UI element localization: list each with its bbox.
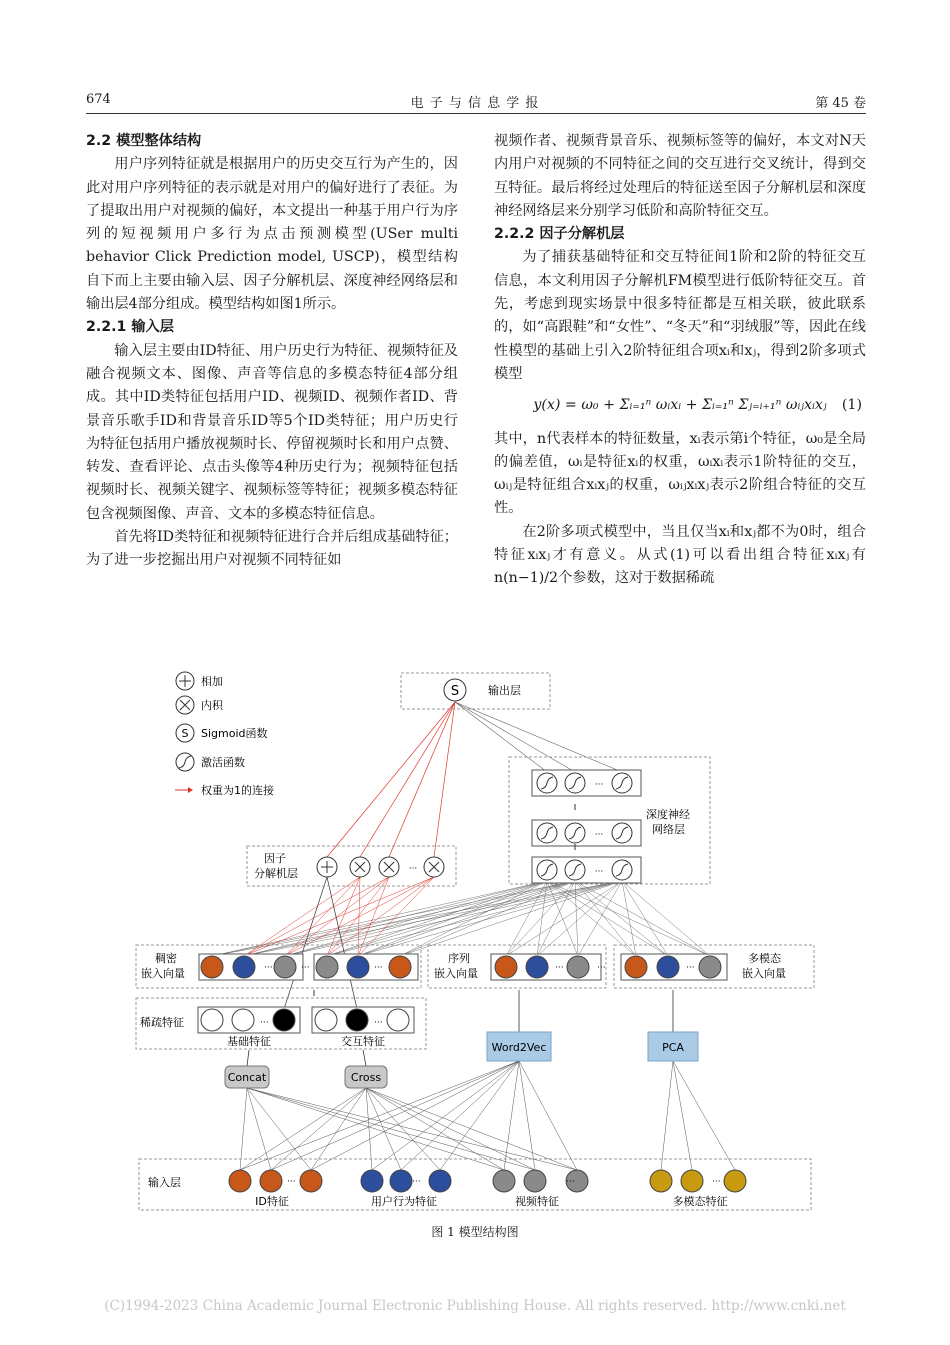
basic-feature-label: 基础特征 [227,1035,271,1048]
connection-line [358,881,575,956]
embedding-node [347,956,369,978]
connection-line [519,1061,535,1170]
product-nodes [350,857,444,877]
connection-line [244,881,547,956]
sparse-node [232,1009,254,1031]
legend-add: 相加 [201,675,223,688]
journal-title: 电 子 与 信 息 学 报 [410,96,540,111]
concat-label: Concat [227,1071,267,1084]
section-2-2-2-title: 2.2.2 因子分解机层 [494,226,625,243]
dnn-neurons [532,770,641,883]
embedding-node [233,956,255,978]
sparse-node [273,1009,295,1031]
sparse-node [346,1009,368,1031]
behavior-feature-label: 用户行为特征 [371,1195,437,1208]
embedding-node [316,956,338,978]
equation-number: (1) [841,397,862,414]
dnn-layer [509,757,710,884]
connection-line [244,877,389,956]
embedding-node [389,956,411,978]
sparse-node [387,1009,409,1031]
input-node [229,1170,251,1192]
pca-label: PCA [662,1041,684,1054]
connection-line [519,1061,577,1170]
multimodal-label: 多模态 [748,952,781,965]
paragraph: 为了捕获基础特征和交互特征间1阶和2阶的特征交互信息，本文利用因子分解机FM模型进行低阶特征交互。首先，考虑到现实场景中很多特征都是互相关联，彼此联系的，如“高跟鞋”和“女性”、“冬天”和“羽绒服”等，因此在线性模型的基础上引入2阶特征组合项xᵢ和xⱼ，得到2阶多项式模型 [494,249,866,382]
embedding-node [526,956,548,978]
connection-line [366,1088,504,1170]
output-layer-label: 输出层 [488,684,521,697]
input-layer [139,1159,811,1210]
input-nodes [229,1170,746,1192]
page-number: 674 [86,92,111,107]
input-node [260,1170,282,1192]
multimodal-feature-label: 多模态特征 [672,1195,728,1208]
paragraph: 首先将ID类特征和视频特征进行合并后组成基础特征；为了进一步挖掘出用户对视频不同特征如 [86,529,458,569]
connection-line [327,877,360,956]
cross-label: Cross [350,1071,382,1084]
interact-feature-label: 交互特征 [341,1035,385,1048]
connection-line [285,877,360,956]
paragraph: 在2阶多项式模型中，当且仅当xᵢ和xⱼ都不为0时，组合特征xᵢxⱼ才有意义。从式(1)可以看出组合特征xᵢxⱼ有n(n−1)/2个参数，这对于数据稀疏 [494,523,866,587]
sparse-node [201,1009,223,1031]
connection-line [434,702,455,857]
connection-line [327,702,455,857]
connection-lines [212,702,735,1170]
connection-line [247,1088,577,1170]
dnn-label: 深度神经 [646,808,690,821]
input-layer-label: 输入层 [148,1176,181,1189]
connection-line [363,1050,366,1066]
embedding-node [495,956,517,978]
ellipsis: ··· [712,1177,721,1187]
legend-activation: 激活函数 [201,756,245,769]
connection-line [366,1088,440,1170]
processing-blocks [225,1032,698,1088]
input-node [650,1170,672,1192]
sequence-label: 序列 [448,952,470,965]
ellipsis: ··· [594,867,604,877]
volume-label: 第 45 卷 [815,96,866,111]
id-feature-label: ID特征 [255,1195,289,1208]
legend-sigmoid: Sigmoid函数 [201,727,268,740]
word2vec-label: Word2Vec [491,1041,547,1054]
input-node [429,1170,451,1192]
ellipsis: ··· [555,963,564,973]
fm-label: 分解机层 [254,867,298,880]
dense-label: 稠密 [155,952,177,965]
input-node [300,1170,322,1192]
paragraph: 其中，n代表样本的特征数量，xᵢ表示第i个特征，ω₀是全局的偏差值，ωᵢ是特征xᵢ的权重，ωᵢxᵢ表示1阶特征的交互，ωᵢⱼ是特征组合xᵢxⱼ的权重，ωᵢⱼxᵢxⱼ表示2阶组合特征的交互性。 [494,430,866,517]
connection-line [440,1061,519,1170]
sparse-node [315,1009,337,1031]
connection-line [311,1061,519,1170]
ellipsis: ··· [374,963,383,973]
figure-legend [175,672,274,797]
output-layer-box [401,673,550,709]
ellipsis: ··· [374,1018,383,1028]
paragraph: 视频作者、视频背景音乐、视频标签等的偏好，本文对N天内用户对视频的不同特征之间的交互进行交叉统计，得到交互特征。最后将经过处理后的特征送至因子分解机层和深度神经网络层来分别学习低阶和高阶特征交互。 [494,133,866,219]
embedding-node [699,956,721,978]
ellipsis: ··· [301,963,310,973]
input-node [681,1170,703,1192]
connection-line [240,1088,247,1170]
figure-caption: 图 1 模型结构图 [431,1225,519,1239]
copyright-footer: (C)1994-2023 China Academic Journal Electronic Publishing House. All rights reserved. http://www.cnki.net [104,1298,846,1314]
sequence-label: 嵌入向量 [434,967,478,980]
video-feature-label: 视频特征 [515,1195,559,1208]
connection-line [247,1050,249,1066]
ellipsis: ··· [686,963,695,973]
connection-line [271,1061,519,1170]
legend-product: 内积 [201,699,223,712]
multimodal-label: 嵌入向量 [742,967,786,980]
ellipsis: ··· [287,1177,296,1187]
red-link-icon [188,787,193,793]
sparse-label: 稀疏特征 [140,1016,184,1029]
output-layer [401,673,550,709]
input-node [524,1170,546,1192]
input-node [390,1170,412,1192]
ellipsis: ··· [594,830,604,840]
ellipsis: ··· [594,780,604,790]
section-2-2-1-title: 2.2.1 输入层 [86,319,174,336]
input-node [493,1170,515,1192]
sigmoid-symbol: S [181,727,189,740]
ellipsis: ··· [597,963,606,973]
ellipsis: ··· [260,1018,269,1028]
dense-label: 嵌入向量 [141,967,185,980]
input-node [361,1170,383,1192]
input-node [724,1170,746,1192]
connection-line [455,702,622,772]
embedding-node [625,956,647,978]
connection-line [311,1088,366,1170]
legend-red-link: 权重为1的连接 [201,784,274,797]
connection-line [455,702,575,772]
connection-line [389,702,455,857]
ellipsis: ··· [264,963,273,973]
connection-line [455,702,547,772]
paragraph: 输入层主要由ID特征、用户历史行为特征、视频特征及融合视频文本、图像、声音等信息的多模态特征4部分组成。其中ID类特征包括用户ID、视频ID、视频作者ID、背景音乐歌手ID和背景音乐ID等5个ID类特征；用户历史行为特征包括用户播放视频时长、停留视频时长和用户点赞、转发、查看评论、点击头像等4种历史行为；视频特征包括视频时长、视频关键字、视频标签等特征；视频多模态特征包含视频图像、声音、文本的多模态特征信息。 [86,342,458,522]
embedding-node [567,956,589,978]
ellipsis: ··· [566,1177,575,1187]
ellipsis: ··· [412,1177,421,1187]
connection-line [360,702,455,857]
embedding-node [274,956,296,978]
paragraph: 用户序列特征就是根据用户的历史交互行为产生的，因此对用户序列特征的表示就是对用户的偏好进行了表征。为了提取出用户对视频的偏好，本文提出一种基于用户行为序列的短视频用户多行为点击预测模型(USer multi behavior Click Prediction model, USCP)，模型结构自下而上主要由输入层、因子分解机层、深度神经网络层和输出层4部分组成。模型结构如图1所示。 [86,156,458,313]
sigmoid-symbol: S [450,684,460,699]
fm-label: 因子 [264,852,286,865]
dnn-label: 网络层 [652,823,685,836]
connection-line [247,1088,311,1170]
section-2-2-title: 2.2 模型整体结构 [86,133,202,149]
fm-layer [247,846,456,886]
connection-line [366,1088,577,1170]
connection-line [284,877,327,1009]
embedding-node [201,956,223,978]
ellipsis: ··· [408,864,418,874]
connection-line [661,1061,673,1170]
embedding-node [657,956,679,978]
sparse-feature-layer [136,990,426,1049]
equation-body: y(x) = ω₀ + Σᵢ₌₁ⁿ ωᵢxᵢ + Σᵢ₌₁ⁿ Σⱼ₌ᵢ₊₁ⁿ ωᵢⱼxᵢxⱼ [533,397,827,414]
connection-line [372,1061,519,1170]
